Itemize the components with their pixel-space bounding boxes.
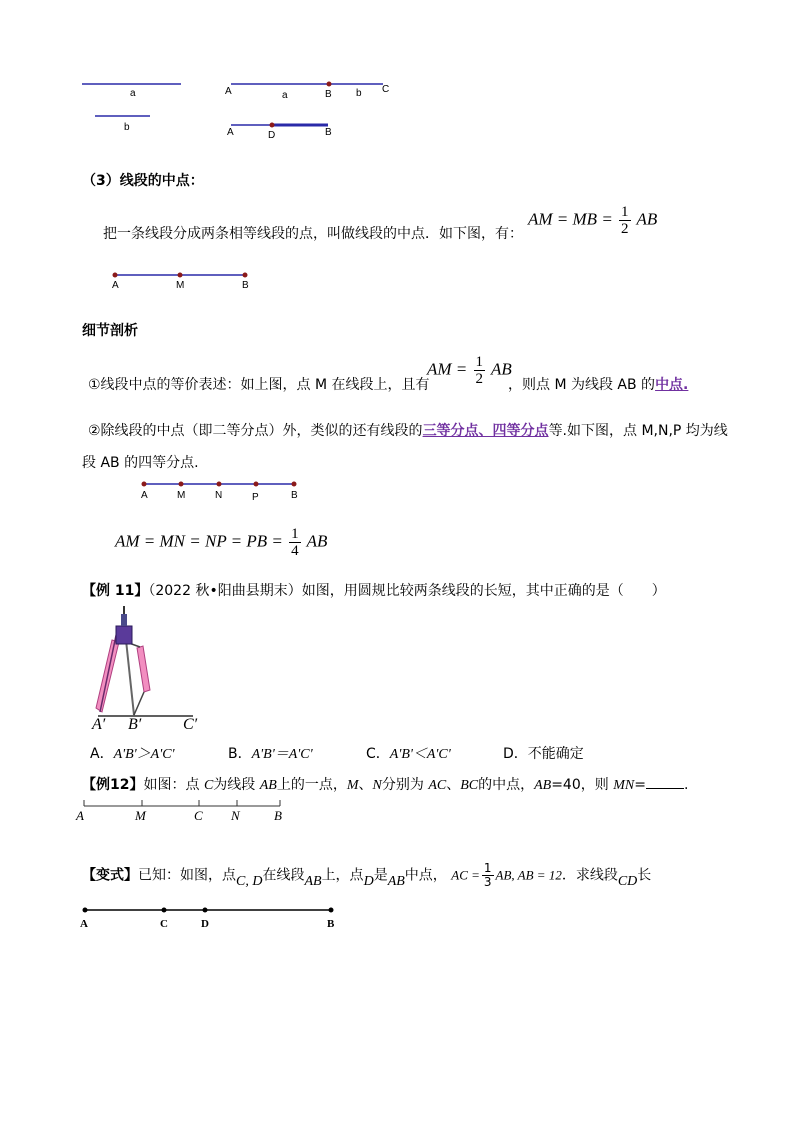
label-b: B	[274, 808, 282, 823]
label-b: B	[291, 490, 298, 501]
label-a: a	[130, 88, 136, 99]
option-b[interactable]: B．A'B'＝A'C'	[228, 746, 313, 762]
section-title: （3）线段的中点：	[82, 173, 204, 189]
label-m: M	[176, 280, 185, 291]
example-12: 【例12】如图：点 C为线段 AB上的一点，M、N分别为 AC、BC的中点，AB=40，则 MN= .	[82, 777, 689, 793]
label-b-segment: b	[356, 88, 362, 99]
formula-quarter: AM = MN = NP = PB = $\frac{1}{4}$ AB	[115, 526, 328, 559]
point-m	[178, 273, 183, 278]
label-b: B	[242, 280, 249, 291]
option-c[interactable]: C．A'B'＜A'C'	[366, 746, 451, 762]
option-d[interactable]: D．不能确定	[503, 746, 584, 762]
variant-problem: 【变式】已知：如图，点C, D在线段AB上，点D是AB中点， AC = $\frac{1}{3}$ AB, AB = 12．求线段CD长	[82, 861, 652, 889]
point-b	[292, 482, 297, 487]
detail-title: 细节剖析	[82, 323, 138, 339]
label-a-prime: A′	[92, 716, 106, 733]
label-point-a: A	[225, 86, 232, 97]
label-c-prime: C′	[183, 716, 198, 733]
midpoint-definition: 把一条线段分成两条相等线段的点，叫做线段的中点．如下图，有：	[103, 226, 523, 242]
formula-midpoint: AM = MB = $\frac{1}{2}$ AB	[528, 204, 658, 237]
detail-item-1-pre: ①线段中点的等价表述：如上图，点 M 在线段上，且有	[88, 377, 430, 393]
label-point-b: B	[325, 89, 332, 100]
label-a: A	[141, 490, 148, 501]
point-d	[270, 123, 275, 128]
trisection-link[interactable]: 三等分点、四等分点	[422, 423, 549, 439]
label-a: A	[80, 918, 88, 930]
label-d: D	[201, 918, 209, 930]
example-11: 【例 11】（2022 秋•阳曲县期末）如图，用圆规比较两条线段的长短，其中正确的是（ ）	[82, 583, 666, 599]
midpoint-link[interactable]: 中点.	[655, 377, 689, 393]
label-point-b2: B	[325, 127, 332, 138]
point-m	[179, 482, 184, 487]
label-c: C	[194, 808, 203, 823]
option-a[interactable]: A．A'B'＞A'C'	[90, 746, 175, 762]
label-b: b	[124, 122, 130, 133]
label-m: M	[177, 490, 186, 501]
answer-blank[interactable]	[646, 776, 684, 789]
label-p: P	[252, 492, 259, 503]
label-point-a2: A	[227, 127, 234, 138]
detail-item-2: ②除线段的中点（即二等分点）外，类似的还有线段的三等分点、四等分点等.如下图，点 M,N,P 均为线	[88, 423, 728, 439]
formula-am-half: AM = $\frac{1}{2}$ AB	[427, 354, 512, 387]
point-p	[254, 482, 259, 487]
label-b: B	[327, 918, 335, 930]
point-b	[243, 273, 248, 278]
label-b-prime: B′	[128, 716, 142, 733]
label-point-d: D	[268, 130, 276, 141]
point-n	[217, 482, 222, 487]
label-m: M	[135, 808, 146, 823]
detail-item-2-line2: 段 AB 的四等分点.	[82, 455, 199, 471]
label-n: N	[231, 808, 240, 823]
label-a-segment: a	[282, 90, 288, 101]
point-b	[327, 82, 332, 87]
label-a: A	[112, 280, 119, 291]
point-a	[142, 482, 147, 487]
label-c: C	[160, 918, 168, 930]
ex12-figure	[84, 800, 280, 806]
label-n: N	[215, 490, 223, 501]
variant-figure	[83, 908, 334, 913]
point-a	[113, 273, 118, 278]
detail-item-1-post: ，则点 M 为线段 AB 的中点.	[508, 377, 689, 393]
label-a: A	[76, 808, 84, 823]
compass-illustration	[96, 606, 193, 716]
label-point-c: C	[382, 84, 390, 95]
